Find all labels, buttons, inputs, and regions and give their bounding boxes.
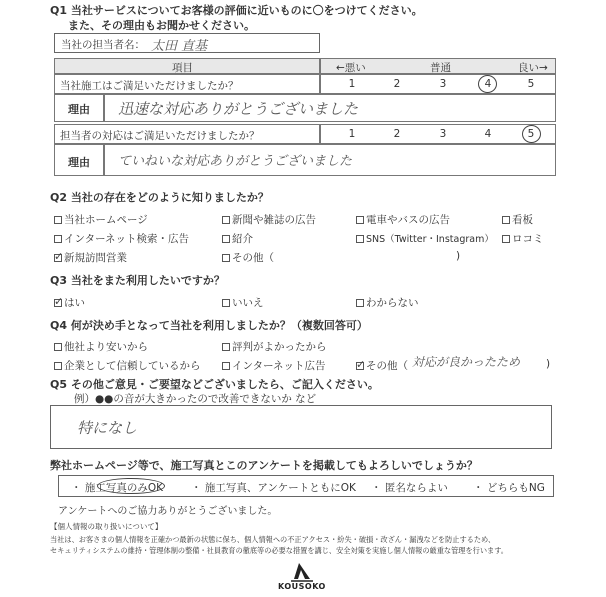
q2-option-train-ad[interactable]: 電車やバスの広告 [356, 212, 450, 227]
checkbox[interactable] [54, 235, 62, 243]
q3-title: Q3 当社をまた利用したいですか？ [50, 274, 225, 287]
q5-example: 例）●●の音が大きかったので改善できないか など [74, 393, 317, 405]
q4-other-text: 対応が良かったため [412, 355, 521, 369]
q2-option-other[interactable]: その他（ [222, 250, 274, 265]
q3-option-unsure[interactable]: わからない [356, 295, 419, 310]
q4-title: Q4 何が決め手となって当社を利用しましたか？（複数回答可） [50, 319, 368, 332]
q2-option-signboard[interactable]: 看板 [502, 212, 533, 227]
checkbox[interactable] [222, 343, 230, 351]
q3-option-yes[interactable]: ✓ はい [54, 295, 85, 309]
row2-selected-circle [522, 125, 541, 143]
brand-name: KOUSOKO [278, 582, 326, 591]
header-good: 良い→ [518, 62, 548, 74]
checkbox[interactable] [54, 362, 62, 370]
q4-option-reputation[interactable]: 評判がよかったから [222, 339, 327, 354]
publish-option-anonymous[interactable]: ・ 匿名ならよい [371, 482, 448, 494]
publish-options-box [58, 475, 554, 497]
reason1-label: 理由 [68, 103, 90, 116]
brand-logo-icon [287, 561, 317, 583]
q2-title: Q2 当社の存在をどのように知りましたか？ [50, 191, 269, 204]
staff-name-box [54, 33, 320, 53]
row2-scale-2[interactable]: 2 [393, 128, 401, 140]
row1-scale-3[interactable]: 3 [439, 78, 447, 90]
publish-selected-circle [97, 478, 165, 494]
privacy-line1: 当社は、お客さまの個人情報を正確かつ最新の状態に保ち、個人情報への不正アクセス・紛失・破損・改ざん・漏洩などを防止するため、 [50, 535, 496, 544]
q2-option-word-of-mouth[interactable]: ロコミ [502, 231, 544, 246]
publish-question: 弊社ホームページ等で、施工写真とこのアンケートを掲載してもよろしいでしょうか？ [50, 459, 478, 472]
q2-other-close: ) [456, 250, 461, 262]
publish-option-photo-only[interactable]: ・ 施工写真のみOK [71, 482, 163, 494]
row2-scale-3[interactable]: 3 [439, 128, 447, 140]
row1-scale-1[interactable]: 1 [348, 78, 356, 90]
checkbox-checked[interactable] [54, 295, 64, 308]
checkbox[interactable] [222, 216, 230, 224]
row1-scale-2[interactable]: 2 [393, 78, 401, 90]
q4-option-cheaper[interactable]: 他社より安いから [54, 339, 148, 354]
row2-scale-1[interactable]: 1 [348, 128, 356, 140]
checkbox[interactable] [502, 235, 510, 243]
q2-option-newspaper[interactable]: 新聞や雑誌の広告 [222, 212, 316, 227]
row1-question: 当社施工はご満足いただけましたか？ [60, 80, 239, 92]
checkmark-icon: ✓ [54, 295, 64, 308]
row2-scale-4[interactable]: 4 [484, 128, 492, 140]
checkbox[interactable] [356, 235, 364, 243]
privacy-line2: セキュリティシステムの維持・管理体制の整備・社員教育の徹底等の必要な措置を講じ、安全対策を実施し個人情報の厳重な管理を行います。 [50, 546, 508, 555]
checkbox[interactable] [356, 216, 364, 224]
q3-option-no[interactable]: いいえ [222, 295, 264, 310]
publish-option-none[interactable]: ・ どちらもNG [473, 482, 545, 494]
q5-answer-box[interactable] [50, 405, 552, 449]
checkbox[interactable] [356, 299, 364, 307]
q4-other-close: ) [546, 358, 551, 370]
checkmark-icon: ✓ [356, 358, 366, 371]
q2-option-referral[interactable]: 紹介 [222, 231, 253, 246]
header-item: 項目 [172, 62, 193, 74]
reason1-text: 迅速な対応ありがとうございました [118, 100, 359, 118]
q4-option-other[interactable]: ✓ その他（ [356, 358, 408, 372]
checkbox[interactable] [54, 343, 62, 351]
publish-option-both[interactable]: ・ 施工写真、アンケートともにOK [191, 482, 356, 494]
checkmark-icon: ✓ [54, 250, 64, 263]
q2-option-internet[interactable]: インターネット検索・広告 [54, 231, 189, 246]
q2-option-homepage[interactable]: 当社ホームページ [54, 212, 148, 227]
header-normal: 普通 [430, 62, 451, 74]
q2-option-sns[interactable]: SNS（Twitter・Instagram） [356, 231, 494, 245]
staff-label: 当社の担当者名： [61, 39, 145, 51]
q5-title: Q5 その他ご意見・ご要望などございましたら、ご記入ください。 [50, 378, 379, 391]
reason2-label: 理由 [68, 156, 90, 169]
reason2-text: ていねいな対応ありがとうございました [118, 154, 353, 169]
row2-scale-5[interactable]: 5 [527, 128, 535, 140]
checkbox[interactable] [502, 216, 510, 224]
header-bad: ←悪い [336, 62, 366, 74]
q1-title: Q1 当社サービスについてお客様の評価に近いものに〇をつけてください。 [50, 4, 423, 17]
row1-scale-4[interactable]: 4 [484, 78, 492, 90]
q5-answer: 特になし [77, 419, 138, 437]
q4-option-internet-ad[interactable]: インターネット広告 [222, 358, 326, 373]
q4-option-trust[interactable]: 企業として信頼しているから [54, 358, 201, 373]
checkbox[interactable] [222, 254, 230, 262]
checkbox[interactable] [222, 235, 230, 243]
staff-name: 太田 直基 [151, 39, 208, 54]
checkbox[interactable] [54, 216, 62, 224]
checkbox-checked[interactable] [356, 358, 366, 371]
privacy-heading: 【個人情報の取り扱いについて】 [50, 522, 163, 531]
checkbox[interactable] [222, 362, 230, 370]
q1-subtitle: また、その理由もお聞かせください。 [68, 19, 255, 32]
thanks-message: アンケートへのご協力ありがとうございました。 [58, 506, 278, 517]
row2-question: 担当者の対応はご満足いただけましたか？ [60, 130, 260, 142]
row1-scale-5[interactable]: 5 [527, 78, 535, 90]
row1-selected-circle [478, 75, 497, 93]
checkbox[interactable] [222, 299, 230, 307]
checkbox-checked[interactable] [54, 250, 64, 263]
q2-option-door-to-door[interactable]: ✓ 新規訪問営業 [54, 250, 127, 264]
